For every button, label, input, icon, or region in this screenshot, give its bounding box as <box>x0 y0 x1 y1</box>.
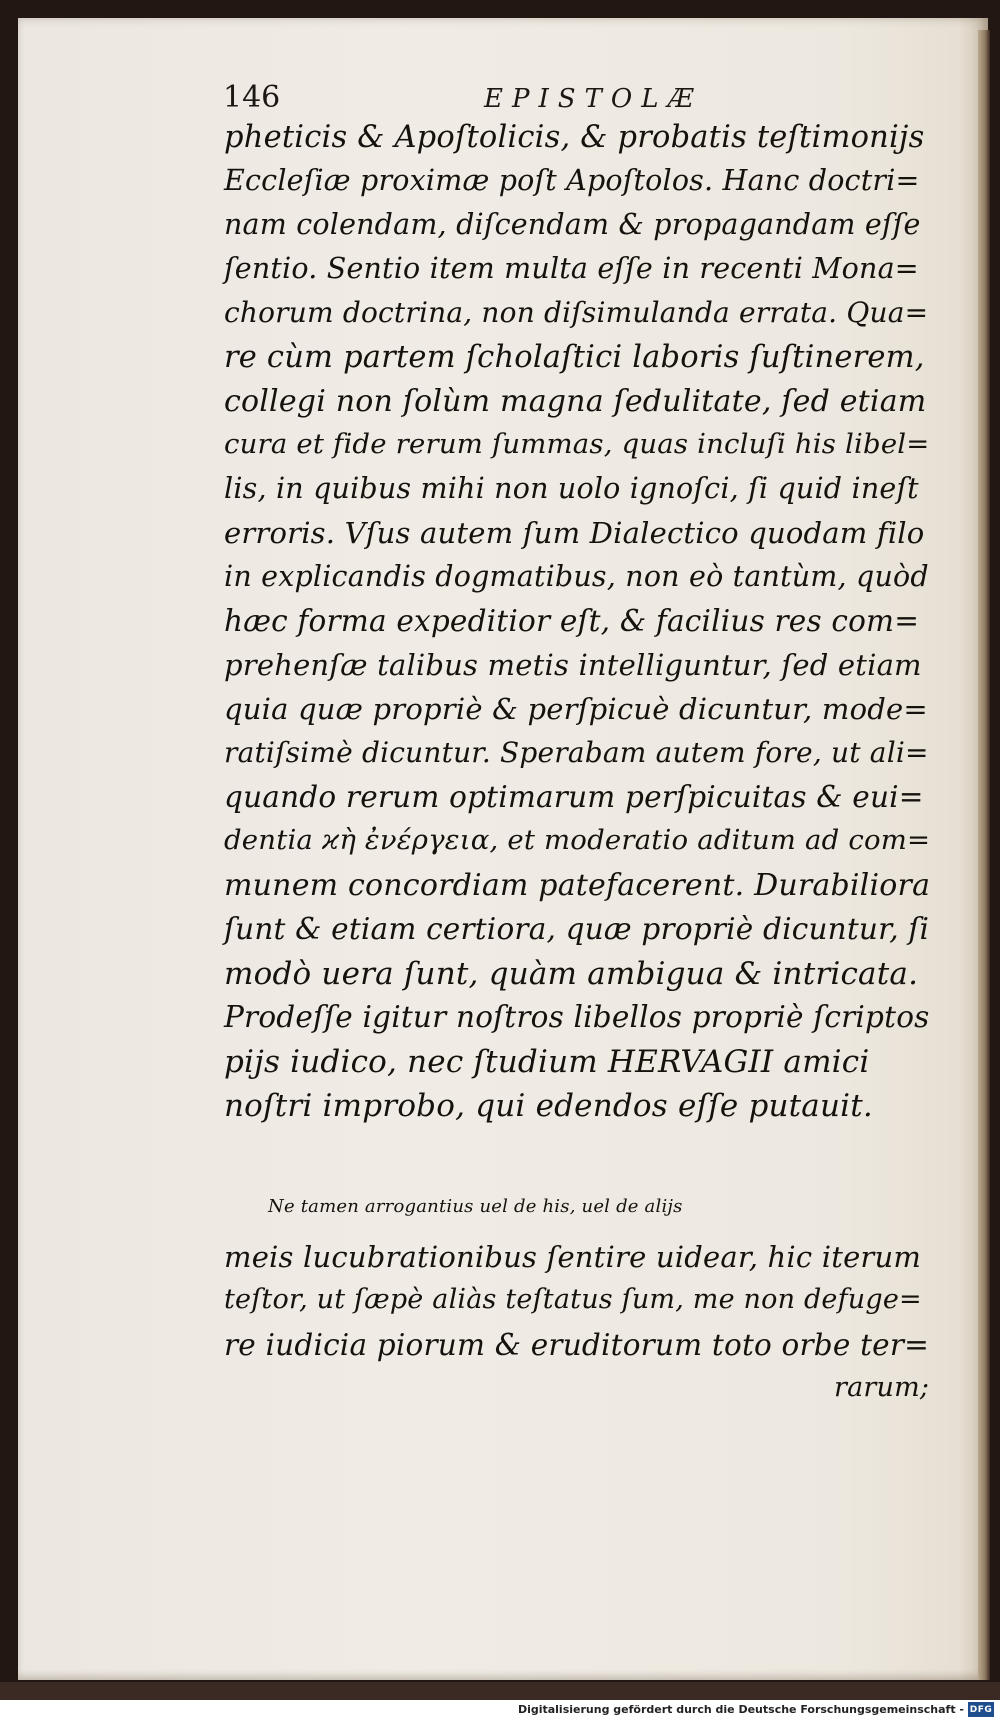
text-line: teſtor, ut ſæpè aliàs teſtatus ſum, me non defuge= <box>224 1284 922 1315</box>
text-line: noſtri improbo, qui edendos eſſe putauit. <box>224 1088 873 1124</box>
text-line: re cùm partem ſcholaſtici laboris ſuſtinerem, <box>224 340 925 375</box>
text-line: re iudicia piorum & eruditorum toto orbe ter= <box>224 1328 930 1362</box>
text-line: munem concordiam patefacerent. Durabiliora <box>224 868 931 903</box>
text-line: Eccleſiæ proximæ poſt Apoſtolos. Hanc doctri= <box>224 164 920 197</box>
catchword: rarum; <box>834 1372 930 1403</box>
text-line: dentia ϰὴ ἐνέργεια, et moderatio aditum ad com= <box>224 824 931 856</box>
text-line: prehenſæ talibus metis intelliguntur, ſed etiam <box>224 648 922 682</box>
text-line: chorum doctrina, non diſsimulanda errata. Qua= <box>224 296 929 329</box>
text-line: ſunt & etiam certiora, quæ propriè dicuntur, ſi <box>224 912 930 946</box>
text-line: Prodeſſe igitur noſtros libellos propriè ſcriptos <box>224 1000 930 1034</box>
text-line: modò uera ſunt, quàm ambigua & intricata. <box>224 956 919 992</box>
text-line: pheticis & Apoſtolicis, & probatis teſtimonijs <box>224 120 925 155</box>
text-line: pijs iudico, nec ſtudium HERVAGII amici <box>224 1044 870 1080</box>
text-line: meis lucubrationibus ſentire uidear, hic iterum <box>224 1240 922 1274</box>
dfg-logo-icon: DFG <box>968 1702 994 1717</box>
text-line: in explicandis dogmatibus, non eò tantùm, quòd <box>224 560 929 593</box>
running-head: EPISTOLÆ <box>484 84 703 114</box>
text-line: cura et fide rerum ſummas, quas incluſi his libel= <box>224 428 930 460</box>
text-line: Ne tamen arrogantius uel de his, uel de alijs <box>268 1196 683 1217</box>
page-edge <box>978 30 990 1680</box>
text-line: nam colendam, diſcendam & propagandam eſſe <box>224 208 921 241</box>
text-line: erroris. Vſus autem ſum Dialectico quodam filo <box>224 516 925 550</box>
text-line: collegi non ſolùm magna ſedulitate, ſed etiam <box>224 384 927 419</box>
page-number: 146 <box>223 80 281 115</box>
text-line: quia quæ propriè & perſpicuè dicuntur, mode= <box>224 692 928 726</box>
text-line: quando rerum optimarum perſpicuitas & eui= <box>224 780 924 814</box>
text-line: ratiſsimè dicuntur. Sperabam autem fore, ut ali= <box>224 736 929 769</box>
footer-credit: Digitalisierung gefördert durch die Deutsche Forschungsgemeinschaft - <box>517 1703 964 1716</box>
text-line: hæc forma expeditior eſt, & facilius res com= <box>224 604 920 638</box>
text-line: ſentio. Sentio item multa eſſe in recenti Mona= <box>224 252 919 285</box>
text-line: lis, in quibus mihi non uolo ignoſci, ſi quid ineſt <box>224 472 919 505</box>
